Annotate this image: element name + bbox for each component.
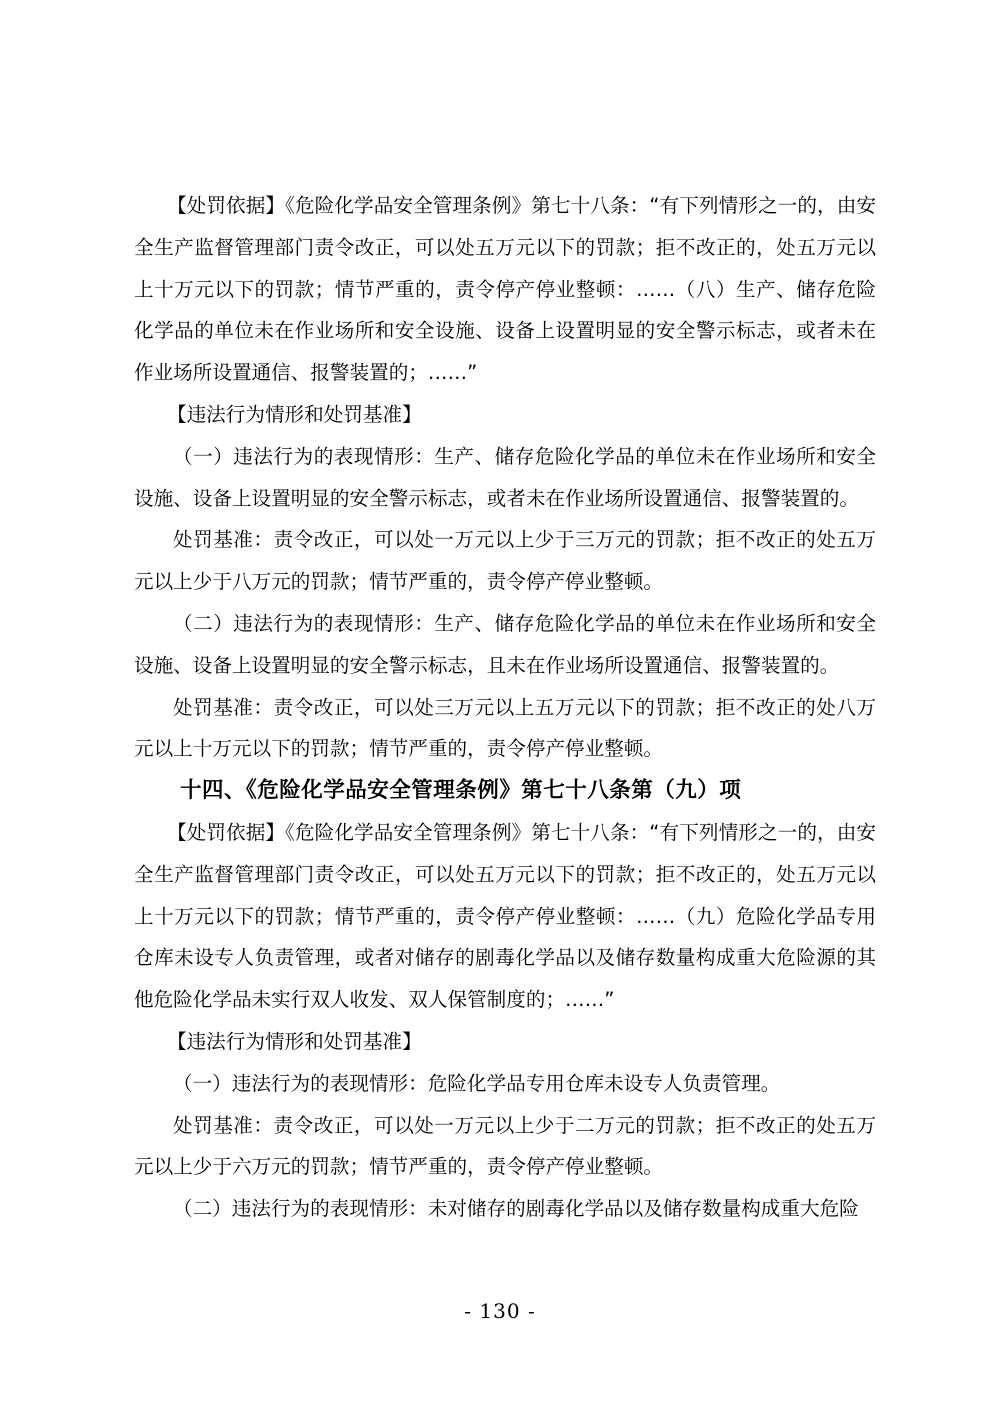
penalty-standard-1-paragraph: 处罚基准：责令改正，可以处一万元以上少于二万元的罚款；拒不改正的处五万元以上少于六万元的罚款；情节严重的，责令停产停业整顿。 — [134, 1113, 876, 1179]
section-heading: 十四、《危险化学品安全管理条例》第七十八条第（九）项 — [180, 778, 742, 804]
violation-case-1-paragraph: （一）违法行为的表现情形：生产、储存危险化学品的单位未在作业场所和安全设施、设备上设置明显的安全警示标志，或者未在作业场所设置通信、报警装置的。 — [134, 444, 876, 510]
penalty-standard-1-paragraph: 处罚基准：责令改正，可以处一万元以上少于三万元的罚款；拒不改正的处五万元以上少于八万元的罚款；情节严重的，责令停产停业整顿。 — [134, 528, 876, 594]
violation-case-1-paragraph: （一）违法行为的表现情形：危险化学品专用仓库未设专人负责管理。 — [173, 1071, 781, 1095]
penalty-basis-paragraph: 【处罚依据】《危险化学品安全管理条例》第七十八条：“有下列情形之一的，由安全生产监督管理部门责令改正，可以处五万元以下的罚款；拒不改正的，处五万元以上十万元以下的罚款；情节严重的，责令停产停业整顿：……（八）生产、储存危险化学品的单位未在作业场所和安全设施、设备上设置明显的安全警示标志，或者未在作业场所设置通信、报警装置的；……” — [134, 194, 876, 385]
violation-standard-label: 【违法行为情形和处罚基准】 — [167, 402, 422, 426]
penalty-standard-2-paragraph: 处罚基准：责令改正，可以处三万元以上五万元以下的罚款；拒不改正的处八万元以上十万元以下的罚款；情节严重的，责令停产停业整顿。 — [134, 695, 876, 761]
document-body — [134, 185, 876, 1230]
violation-standard-label: 【违法行为情形和处罚基准】 — [167, 1029, 422, 1053]
violation-case-2-paragraph: （二）违法行为的表现情形：生产、储存危险化学品的单位未在作业场所和安全设施、设备上设置明显的安全警示标志，且未在作业场所设置通信、报警装置的。 — [134, 611, 876, 677]
page-number: - 130 - — [464, 1299, 536, 1323]
penalty-basis-paragraph: 【处罚依据】《危险化学品安全管理条例》第七十八条：“有下列情形之一的，由安全生产监督管理部门责令改正，可以处五万元以下的罚款；拒不改正的，处五万元以上十万元以下的罚款；情节严重的，责令停产停业整顿：……（九）危险化学品专用仓库未设专人负责管理，或者对储存的剧毒化学品以及储存数量构成重大危险源的其他危险化学品未实行双人收发、双人保管制度的；……” — [134, 820, 876, 1012]
violation-case-2-paragraph: （二）违法行为的表现情形：未对储存的剧毒化学品以及储存数量构成重大危险 — [173, 1197, 859, 1221]
